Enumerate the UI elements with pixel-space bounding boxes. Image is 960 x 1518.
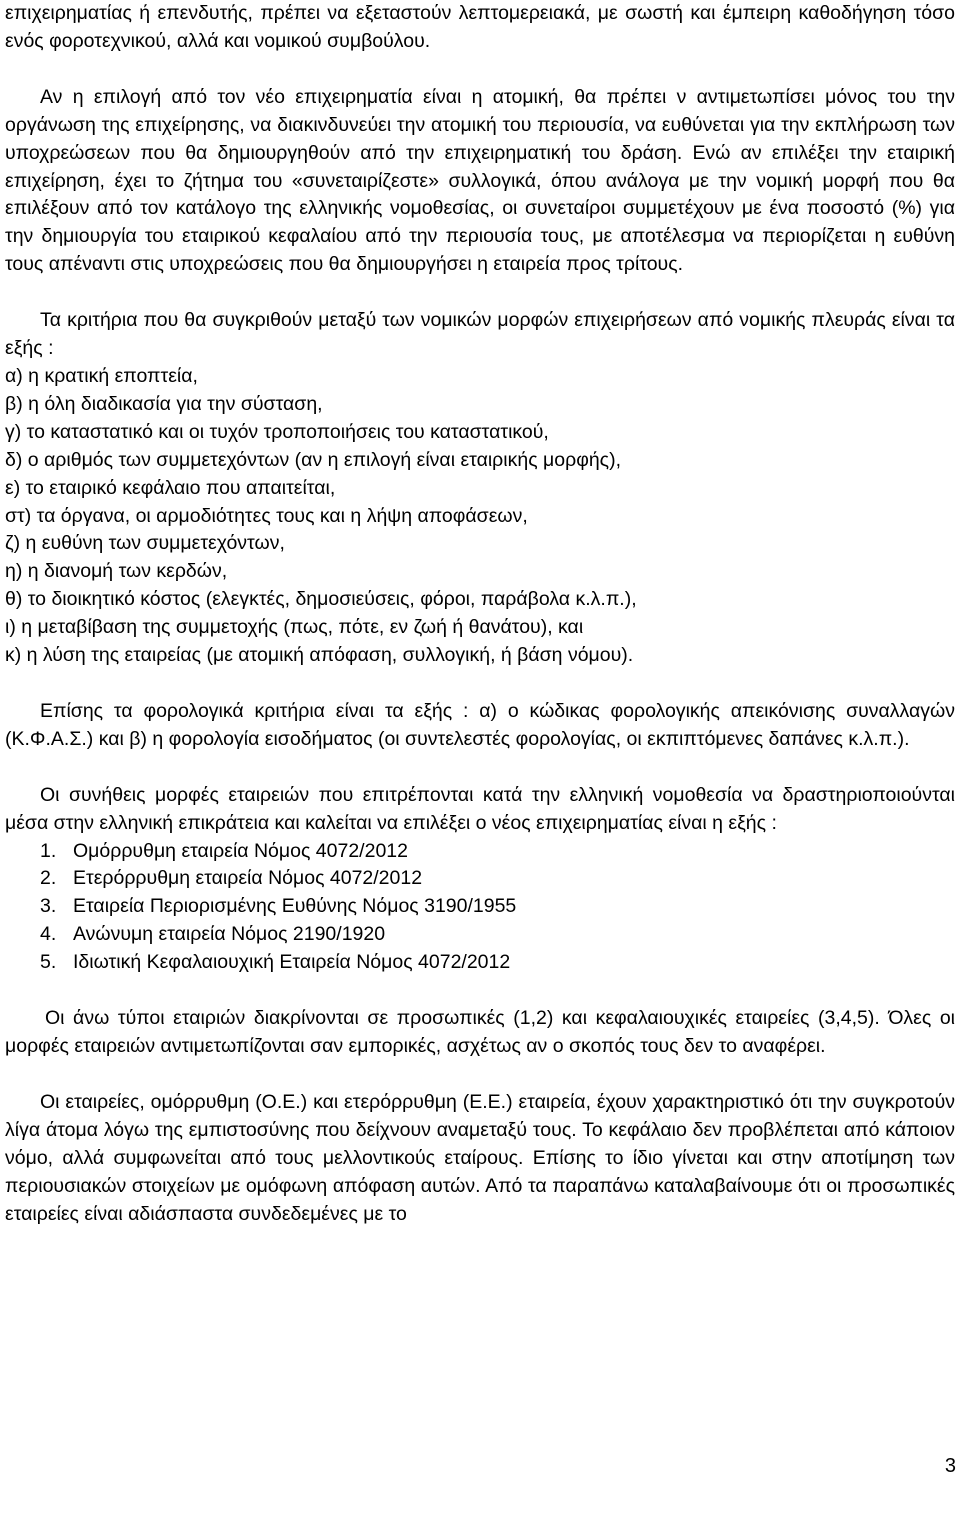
list-item [5,893,955,921]
criteria-item: δ) ο αριθμός των συμμετεχόντων (αν η επιλογή είναι εταιρικής μορφής), [5,448,621,471]
spacer [5,670,955,698]
criteria-item: ζ) η ευθύνη των συμμετεχόντων, [5,532,285,555]
paragraph-criteria-intro: Τα κριτήρια που θα συγκριθούν μεταξύ των νομικών μορφών επιχειρήσεων από νομικής πλευράς είναι τα εξής : [5,309,955,360]
document-page [5,0,955,1228]
criteria-item: η) η διανομή των κερδών, [5,560,228,583]
list-item-number: 2. [40,867,57,890]
list-item-number: 5. [40,951,57,974]
criteria-item: β) η όλη διαδικασία για την σύσταση, [5,392,323,415]
criteria-item: στ) τα όργανα, οι αρμοδιότητες τους και η λήψη αποφάσεων, [5,504,528,527]
criteria-list [5,363,955,670]
paragraph-partnerships: Οι εταιρείες, ομόρρυθμη (Ο.Ε.) και ετερόρρυθμη (Ε.Ε.) εταιρεία, έχουν χαρακτηριστικό ότι την συγκροτούν λίγα άτομα λόγω της εμπιστοσύνης που δείχνουν αναμεταξύ τους. Το κεφάλαιο δεν προβλέπεται από κάποιον νόμο, αλλά συμφωνείται από τους μελλοντικούς εταίρους. Επίσης το ίδιο γίνεται και στην αποτίμηση των περιουσιακών στοιχείων με ομόφωνη απόφαση αυτών. Από τα παραπάνω καταλαβαίνουμε ότι οι προσωπικές εταιρείες είναι αδιάσπαστα συνδεδεμένες με το [5,1090,955,1225]
spacer [5,977,955,1005]
criteria-item: ι) η μεταβίβαση της συμμετοχής (πως, πότε, εν ζωή ή θανάτου), και [5,616,584,639]
list-item [5,949,955,977]
criteria-item: κ) η λύση της εταιρείας (με ατομική απόφαση, συλλογική, ή βάση νόμου). [5,644,634,667]
paragraph-intro: επιχειρηματίας ή επενδυτής, πρέπει να εξεταστούν λεπτομερειακά, με σωστή και έμπειρη καθοδήγηση τόσο ενός φοροτεχνικού, αλλά και νομικού συμβούλου. [5,2,955,52]
list-item [5,838,955,866]
list-item-number: 1. [40,839,57,862]
spacer [5,56,955,84]
paragraph-company-types: Οι άνω τύποι εταιριών διακρίνονται σε προσωπικές (1,2) και κεφαλαιουχικές εταιρείες (3,4,5). Όλες οι μορφές εταιρειών αντιμετωπίζονται σαν εμπορικές, ασχέτως αν ο σκοπός τους δεν το αναφέρει. [5,1007,955,1057]
spacer [5,1061,955,1089]
page-number: 3 [944,1455,956,1477]
list-item-text: Ανώνυμη εταιρεία Νόμος 2190/1920 [73,923,386,946]
paragraph-tax-criteria: Επίσης τα φορολογικά κριτήρια είναι τα εξής : α) ο κώδικας φορολογικής απεικόνισης συναλλαγών (Κ.Φ.Α.Σ.) και β) η φορολογία εισοδήματος (οι συντελεστές φορολογίας, οι εκπιπτόμενες δαπάνες κ.λ.π.). [5,699,955,750]
list-item-number: 4. [40,923,57,946]
criteria-item: θ) το διοικητικό κόστος (ελεγκτές, δημοσιεύσεις, φόροι, παράβολα κ.λ.π.), [5,588,637,611]
criteria-item: γ) το καταστατικό και οι τυχόν τροποποιήσεις του καταστατικού, [5,420,549,443]
paragraph-legal-form-choice: Αν η επιλογή από τον νέο επιχειρηματία είναι η ατομική, θα πρέπει ν αντιμετωπίσει μόνος του την οργάνωση της επιχείρησης, να διακινδυνεύει την ατομική του περιουσία, να ευθύνεται για την εκπλήρωση των υποχρεώσεων που θα δημιουργηθούν από την επιχειρηματική του δράση. Ενώ αν επιλέξει την εταιρική επιχείρηση, έχει το ζήτημα του «συνεταιρίζεστε» συλλογικά, όπου ανάλογα με την νομική μορφή που θα επιλέξουν από τον κατάλογο της ελληνικής νομοθεσίας, οι συνεταίροι συμμετέχουν με ένα ποσοστό (%) για την δημιουργία του εταιρικού κεφαλαίου από την περιουσία τους, με αποτέλεσμα να περιορίζεται η ευθύνη τους απέναντι στις υποχρεώσεις που θα δημιουργήσει η εταιρεία προς τρίτους. [5,85,955,276]
spacer [5,754,955,782]
list-item-text: Ιδιωτική Κεφαλαιουχική Εταιρεία Νόμος 4072/2012 [73,951,511,974]
list-item [5,865,955,893]
list-item-text: Εταιρεία Περιορισμένης Ευθύνης Νόμος 3190/1955 [73,895,517,918]
criteria-item: ε) το εταιρικό κεφάλαιο που απαιτείται, [5,476,336,499]
company-forms-list [5,838,955,978]
criteria-item: α) η κρατική εποπτεία, [5,364,198,387]
list-item-text: Ομόρρυθμη εταιρεία Νόμος 4072/2012 [73,839,408,862]
list-item-text: Ετερόρρυθμη εταιρεία Νόμος 4072/2012 [73,867,423,890]
paragraph-forms-intro: Οι συνήθεις μορφές εταιρειών που επιτρέπονται κατά την ελληνική νομοθεσία να δραστηριοποιούνται μέσα στην ελληνική επικράτεια και καλείται να επιλέξει ο νέος επιχειρηματίας είναι η εξής : [5,783,955,834]
spacer [5,279,955,307]
list-item [5,921,955,949]
list-item-number: 3. [40,895,57,918]
